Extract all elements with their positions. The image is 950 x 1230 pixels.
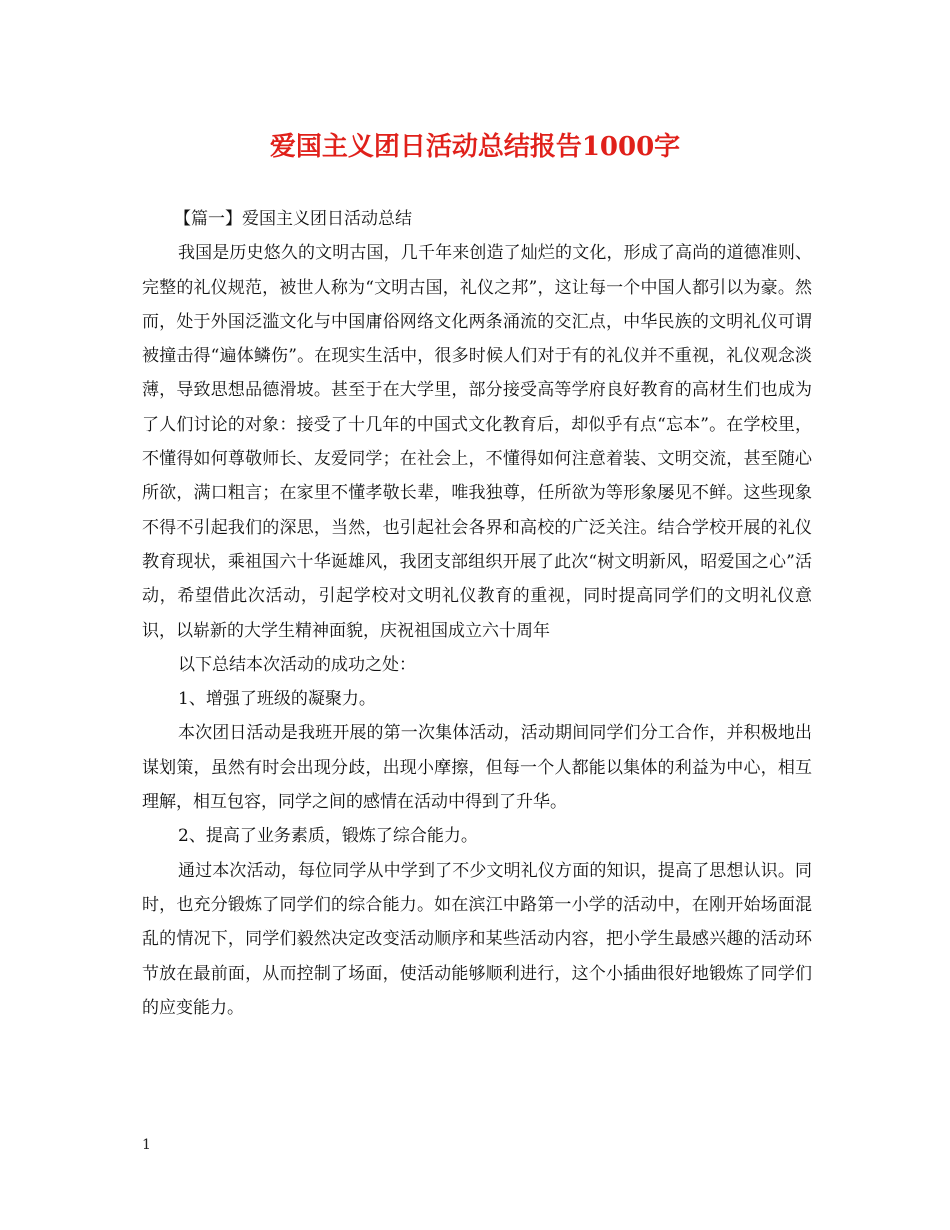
point-1-body: 本次团日活动是我班开展的第一次集体活动，活动期间同学们分工合作，并积极地出谋划策，虽然有时会出现分歧，出现小摩擦，但每一个人都能以集体的利益为中心，相互理解，相互包容，同学之间的感情在活动中得到了升华。 [142, 723, 812, 813]
point-1-heading: 1、增强了班级的凝聚力。 [178, 689, 376, 710]
point-2-heading: 2、提高了业务素质，锻炼了综合能力。 [178, 826, 478, 847]
section-heading: 【篇一】爱国主义团日活动总结 [174, 209, 412, 229]
page-number: 1 [142, 1137, 151, 1153]
point-2-body: 通过本次活动，每位同学从中学到了不少文明礼仪方面的知识，提高了思想认识。同时，也充分锻炼了同学们的综合能力。如在滨江中路第一小学的活动中，在刚开始场面混乱的情况下，同学们毅然决定改变活动顺序和某些活动内容，把小学生最感兴趣的活动环节放在最前面，从而控制了场面，使活动能够顺利进行，这个小插曲很好地锻炼了同学们的应变能力。 [142, 860, 812, 1018]
document-body [142, 202, 812, 1025]
paragraph-intro: 我国是历史悠久的文明古国，几千年来创造了灿烂的文化，形成了高尚的道德准则、完整的礼仪规范，被世人称为“文明古国，礼仪之邦”，这让每一个中国人都引以为豪。然而，处于外国泛滥文化与中国庸俗网络文化两条涌流的交汇点，中华民族的文明礼仪可谓被撞击得“遍体鳞伤”。在现实生活中，很多时候人们对于有的礼仪并不重视，礼仪观念淡薄，导致思想品德滑坡。甚至于在大学里，部分接受高等学府良好教育的高材生们也成为了人们讨论的对象：接受了十几年的中国式文化教育后，却似乎有点“忘本”。在学校里，不懂得如何尊敬师长、友爱同学；在社会上，不懂得如何注意着装、文明交流，甚至随心所欲，满口粗言；在家里不懂孝敬长辈，唯我独尊，任所欲为等形象屡见不鲜。这些现象不得不引起我们的深思，当然，也引起社会各界和高校的广泛关注。结合学校开展的礼仪教育现状，乘祖国六十华诞雄风，我团支部组织开展了此次“树文明新风，昭爱国之心”活动，希望借此次活动，引起学校对文明礼仪教育的重视，同时提高同学们的文明礼仪意识，以崭新的大学生精神面貌，庆祝祖国成立六十周年 [142, 243, 812, 641]
document-title: 爱国主义团日活动总结报告1000字 [269, 132, 681, 162]
paragraph-summary-lead: 以下总结本次活动的成功之处： [178, 654, 416, 675]
